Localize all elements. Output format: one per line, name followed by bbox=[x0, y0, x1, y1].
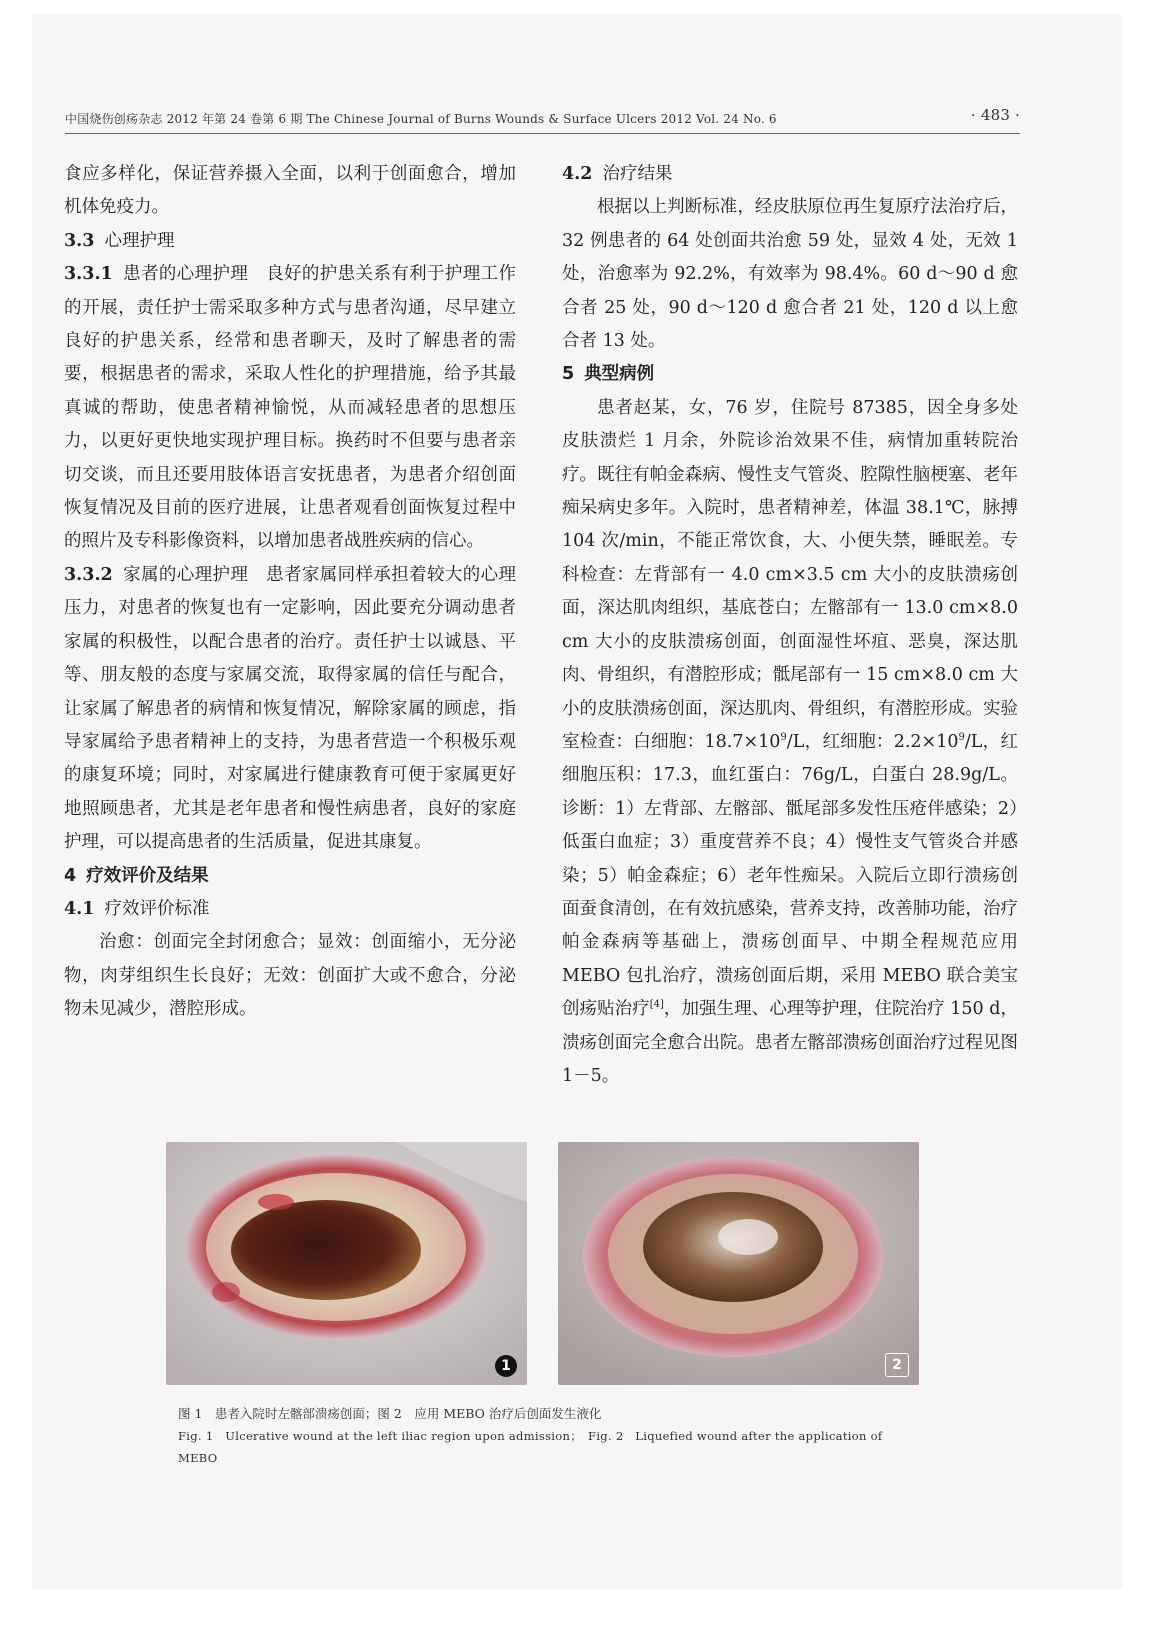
superscript: 9 bbox=[780, 732, 787, 744]
section-3-3-2 bbox=[64, 559, 516, 860]
caption-english: Fig. 1 Ulcerative wound at the left iliac region upon admission； Fig. 2 Liquefied wound after the application of MEBO bbox=[178, 1429, 883, 1465]
paragraph-intro: 食应多样化，保证营养摄入全面，以利于创面愈合，增加机体免疫力。 bbox=[64, 164, 516, 218]
case-text-part: /L，红细胞：2.2×10 bbox=[786, 731, 959, 752]
superscript: 9 bbox=[958, 732, 965, 744]
section-4-1-text: 治愈：创面完全封闭愈合；显效：创面缩小，无分泌物，肉芽组织生长良好；无效：创面扩大或不愈合，分泌物未见减少，潜腔形成。 bbox=[64, 932, 516, 1020]
section-number: 3.3.1 bbox=[64, 264, 113, 285]
section-4-1-heading bbox=[64, 893, 516, 926]
case-text-part: ，加强生理、心理等护理，住院治疗 150 d，溃疡创面完全愈合出院。患者左髂部溃疡创面治疗过程见图 1－5。 bbox=[562, 999, 1018, 1086]
section-text: 良好的护患关系有利于护理工作的开展，责任护士需采取多种方式与患者沟通，尽早建立良好的护患关系，经常和患者聊天，及时了解患者的需要，根据患者的需求，采取人性化的护理措施，给予其最真诚的帮助，使患者精神愉悦，从而减轻患者的思想压力，以更好更快地实现护理目标。换药时不但要与患者亲切交谈，而且还要用肢体语言安抚患者，为患者介绍创面恢复情况及目前的医疗进展，让患者观看创面恢复过程中的照片及专科影像资料，以增加患者战胜疾病的信心。 bbox=[64, 264, 517, 552]
section-title: 家属的心理护理 bbox=[122, 564, 249, 585]
section-title: 典型病例 bbox=[584, 364, 655, 385]
section-3-3-1 bbox=[64, 258, 516, 559]
section-4-2-heading bbox=[562, 158, 1018, 191]
section-text: 患者家属同样承担着较大的心理压力，对患者的恢复也有一定影响，因此要充分调动患者家属的积极性，以配合患者的治疗。责任护士以诚恳、平等、朋友般的态度与家属交流，取得家属的信任与配合，让家属了解患者的病情和恢复情况，解除家属的顾虑，指导家属给予患者精神上的支持，为患者营造一个积极乐观的康复环境；同时，对家属进行健康教育可便于家属更好地照顾患者，尤其是老年患者和慢性病患者，良好的家庭护理，可以提高患者的生活质量，促进其康复。 bbox=[64, 564, 517, 853]
figure-2-photo bbox=[558, 1142, 919, 1385]
case-text-part: /L，红细胞压积：17.3，血红蛋白：76g/L，白蛋白 28.9g/L。诊断：1）左背部、左髂部、骶尾部多发性压疮伴感染；2）低蛋白血症；3）重度营养不良；4）慢性支气管炎合并感染；5）帕金森症；6）老年性痴呆。入院后立即行溃疡创面蚕食清创，在有效抗感染，营养支持，改善肺功能，治疗帕金森病等基础上，溃疡创面早、中期全程规范应用 MEBO 包扎治疗，溃疡创面后期，采用 MEBO 联合美宝创疡贴治疗 bbox=[562, 731, 1018, 1020]
section-5-heading bbox=[562, 358, 1018, 391]
figure-caption bbox=[178, 1403, 918, 1469]
reference-marker: [4] bbox=[649, 999, 664, 1011]
section-number: 3.3.2 bbox=[64, 564, 113, 585]
wound-photo-1 bbox=[166, 1142, 527, 1385]
section-number: 3.3 bbox=[64, 230, 95, 251]
section-title: 疗效评价标准 bbox=[104, 898, 210, 919]
section-4-2-text: 根据以上判断标准，经皮肤原位再生复原疗法治疗后，32 例患者的 64 处创面共治愈 59 处，显效 4 处，无效 1 处，治愈率为 92.2%，有效率为 98.4%。60 d～90 d 愈合者 25 处，90 d～120 d 愈合者 21 处，120 d 以上愈合者 13 处。 bbox=[562, 197, 1018, 352]
running-head bbox=[65, 106, 1020, 134]
section-4-heading bbox=[64, 860, 516, 893]
section-title: 患者的心理护理 bbox=[122, 264, 249, 285]
section-title: 疗效评价及结果 bbox=[86, 865, 209, 886]
section-title: 治疗结果 bbox=[602, 164, 673, 184]
right-column bbox=[562, 158, 1018, 1093]
section-number: 4.2 bbox=[562, 164, 593, 184]
case-text-part: 患者赵某，女，76 岁，住院号 87385，因全身多处皮肤溃烂 1 月余，外院诊治效果不佳，病情加重转院治疗。既往有帕金森病、慢性支气管炎、腔隙性脑梗塞、老年痴呆病史多年。入院时，患者精神差，体温 38.1℃，脉搏 104 次/min，不能正常饮食，大、小便失禁，睡眠差。专科检查：左背部有一 4.0 cm×3.5 cm 大小的皮肤溃疡创面，深达肌肉组织，基底苍白；左髂部有一 13.0 cm×8.0 cm 大小的皮肤溃疡创面，创面湿性坏疽、恶臭，深达肌肉、骨组织，有潜腔形成；骶尾部有一 15 cm×8.0 cm 大小的皮肤溃疡创面，深达肌肉、骨组织，有潜腔形成。实验室检查：白细胞：18.7×10 bbox=[562, 397, 1018, 752]
wound-photo-2 bbox=[558, 1142, 919, 1385]
running-head-text: 中国烧伤创疡杂志 2012 年第 24 卷第 6 期 The Chinese Journal of Burns Wounds & Surface Ulcers 2012 Vol. 24 No. 6 bbox=[65, 112, 777, 126]
figure-1-photo bbox=[166, 1142, 527, 1385]
section-number: 4.1 bbox=[64, 898, 95, 919]
section-title: 心理护理 bbox=[104, 230, 175, 251]
section-number: 5 bbox=[562, 364, 575, 385]
page-number: · 483 · bbox=[970, 106, 1020, 124]
left-column bbox=[64, 158, 516, 1027]
section-3-3-heading bbox=[64, 225, 516, 258]
figure-number-badge: 1 bbox=[495, 1355, 517, 1377]
case-report-text bbox=[562, 392, 1018, 1094]
figure-number-badge: 2 bbox=[885, 1353, 909, 1377]
section-number: 4 bbox=[64, 865, 77, 886]
caption-chinese: 图 1 患者入院时左髂部溃疡创面；图 2 应用 MEBO 治疗后创面发生液化 bbox=[178, 1406, 602, 1421]
